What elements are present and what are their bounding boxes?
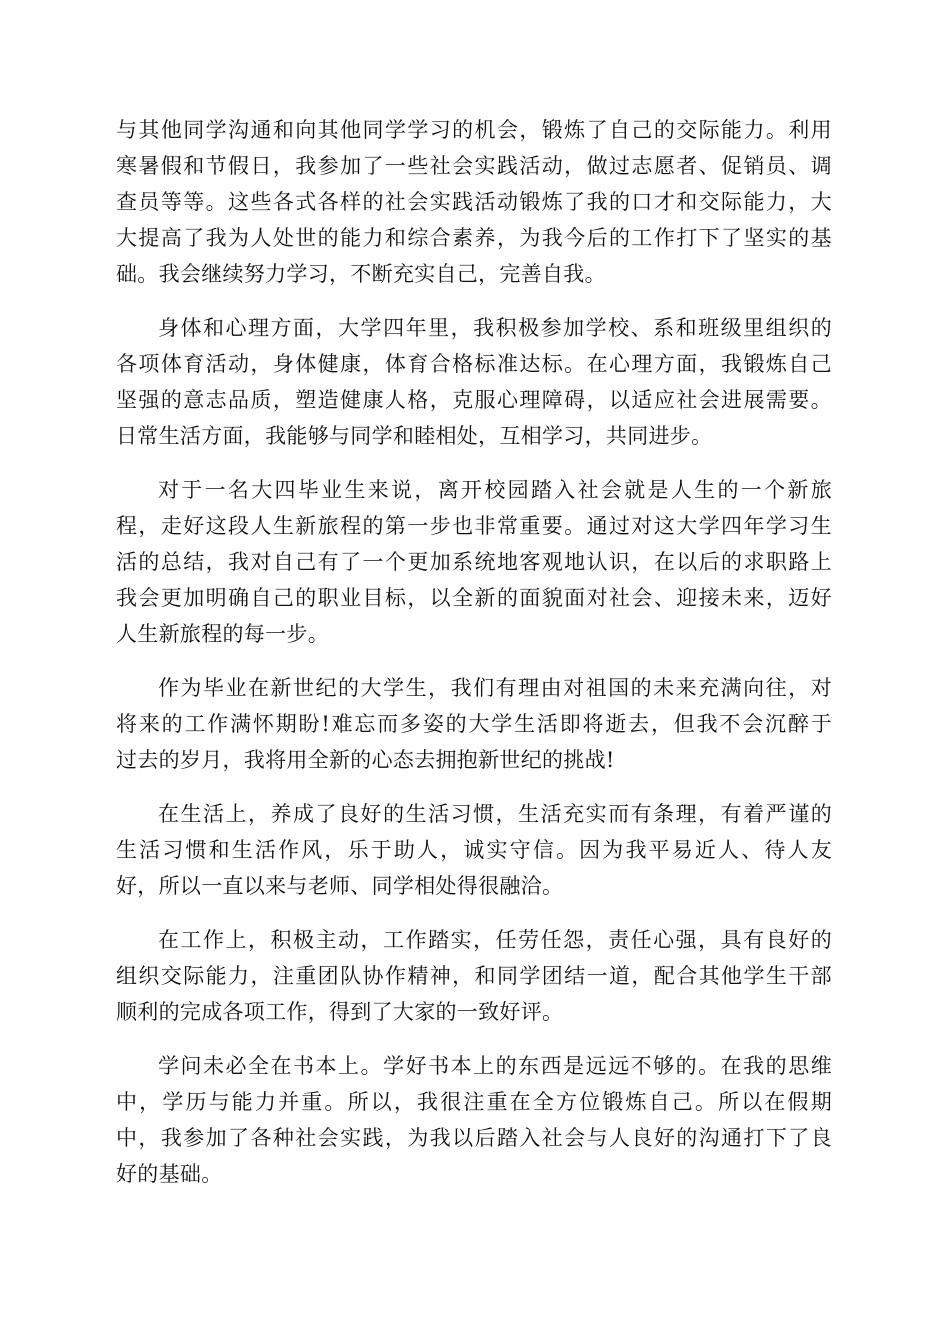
paragraph-2	[116, 310, 832, 454]
paragraph-line: 身体和心理方面，大学四年里，我积极参加学校、系和班级里组织的	[158, 316, 832, 340]
paragraph-5	[116, 796, 832, 904]
paragraph-line: 对于一名大四毕业生来说，离开校园踏入社会就是人生的一个新旅	[158, 478, 832, 502]
paragraph-line: 在工作上，积极主动，工作踏实，任劳任怨，责任心强，具有良好的	[158, 928, 832, 952]
paragraph-line: 日常生活方面，我能够与同学和睦相处，互相学习，共同进步。	[116, 424, 713, 448]
paragraph-6	[116, 922, 832, 1030]
paragraph-line: 中，学历与能力并重。所以，我很注重在全方位锻炼自己。所以在假期	[116, 1090, 832, 1114]
paragraph-line: 中，我参加了各种社会实践，为我以后踏入社会与人良好的沟通打下了良	[116, 1126, 832, 1150]
paragraph-line: 与其他同学沟通和向其他同学学习的机会，锻炼了自己的交际能力。利用	[116, 118, 832, 142]
paragraph-line: 大提高了我为人处世的能力和综合素养，为我今后的工作打下了坚实的基	[116, 226, 832, 250]
paragraph-line: 将来的工作满怀期盼!难忘而多姿的大学生活即将逝去，但我不会沉醉于	[116, 712, 832, 736]
paragraph-line: 生活习惯和生活作风，乐于助人，诚实守信。因为我平易近人、待人友	[116, 838, 832, 862]
document-body	[116, 112, 832, 1210]
paragraph-line: 我会更加明确自己的职业目标，以全新的面貌面对社会、迎接未来，迈好	[116, 586, 832, 610]
paragraph-line: 在生活上，养成了良好的生活习惯，生活充实而有条理，有着严谨的	[158, 802, 832, 826]
paragraph-line: 查员等等。这些各式各样的社会实践活动锻炼了我的口才和交际能力，大	[116, 190, 832, 214]
paragraph-line: 程，走好这段人生新旅程的第一步也非常重要。通过对这大学四年学习生	[116, 514, 832, 538]
paragraph-line: 作为毕业在新世纪的大学生，我们有理由对祖国的未来充满向往，对	[158, 676, 832, 700]
paragraph-line: 各项体育活动，身体健康，体育合格标准达标。在心理方面，我锻炼自己	[116, 352, 832, 376]
paragraph-line: 础。我会继续努力学习，不断充实自己，完善自我。	[116, 262, 606, 286]
paragraph-line: 活的总结，我对自己有了一个更加系统地客观地认识，在以后的求职路上	[116, 550, 832, 574]
paragraph-line: 学问未必全在书本上。学好书本上的东西是远远不够的。在我的思维	[158, 1054, 832, 1078]
paragraph-line: 好的基础。	[116, 1162, 223, 1186]
paragraph-line: 组织交际能力，注重团队协作精神，和同学团结一道，配合其他学生干部	[116, 964, 832, 988]
paragraph-line: 坚强的意志品质，塑造健康人格，克服心理障碍，以适应社会进展需要。	[116, 388, 832, 412]
paragraph-4	[116, 670, 832, 778]
paragraph-line: 过去的岁月，我将用全新的心态去拥抱新世纪的挑战!	[116, 748, 615, 772]
paragraph-3	[116, 472, 832, 652]
paragraph-line: 顺利的完成各项工作，得到了大家的一致好评。	[116, 1000, 564, 1024]
paragraph-7	[116, 1048, 832, 1192]
paragraph-line: 好，所以一直以来与老师、同学相处得很融洽。	[116, 874, 564, 898]
paragraph-1	[116, 112, 832, 292]
paragraph-line: 寒暑假和节假日，我参加了一些社会实践活动，做过志愿者、促销员、调	[116, 154, 832, 178]
paragraph-line: 人生新旅程的每一步。	[116, 622, 329, 646]
